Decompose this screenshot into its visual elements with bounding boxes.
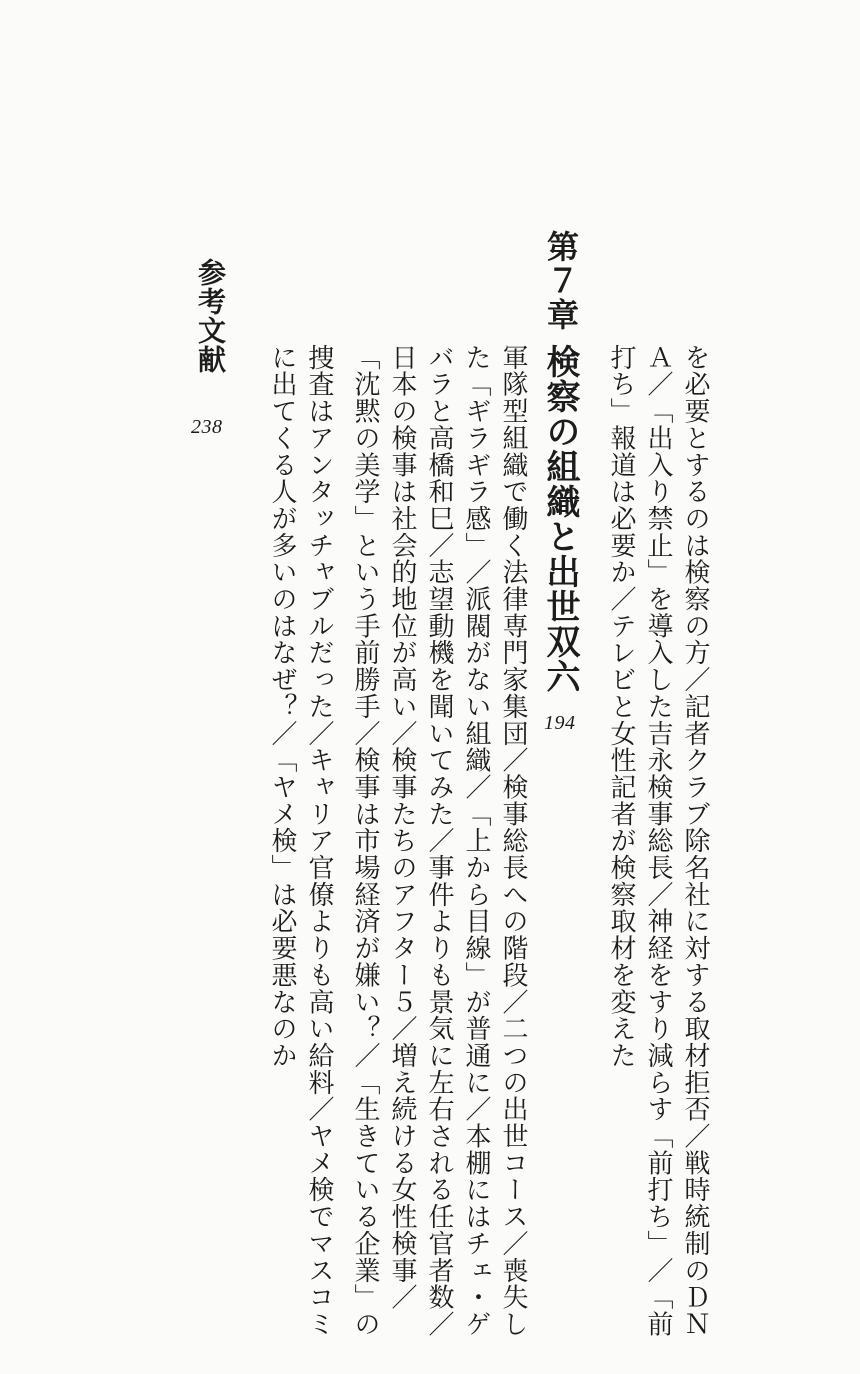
chapter-label: 第７章 bbox=[542, 230, 580, 332]
chapter-line-1: 軍隊型組織で働く法律専門家集団／検事総長への階段／二つの出世コース／喪失し bbox=[498, 344, 528, 1338]
references-page-number[interactable]: 238 bbox=[191, 416, 223, 438]
references-label: 参考文献 bbox=[194, 258, 227, 374]
prev-chapter-line-2: Ａ／「出入り禁止」を導入した吉永検事総長／神経をすり減らす「前打ち」／「前 bbox=[643, 344, 673, 1338]
chapter-title: 検察の組織と出世双六 bbox=[540, 344, 580, 694]
chapter-line-7: に出てくる人が多いのはなぜ？／「ヤメ検」は必要悪なのか bbox=[267, 344, 297, 1069]
chapter-line-4: 日本の検事は社会的地位が高い／検事たちのアフター５／増え続ける女性検事／ bbox=[387, 344, 417, 1311]
chapter-line-5: 「沈黙の美学」という手前勝手／検事は市場経済が嫌い？／「生きている企業」の bbox=[350, 344, 380, 1338]
chapter-line-6: 捜査はアンタッチャブルだった／キャリア官僚よりも高い給料／ヤメ検でマスコミ bbox=[304, 344, 334, 1338]
chapter-line-2: た「ギラギラ感」／派閥がない組織／「上から目線」が普通に／本棚にはチェ・ゲ bbox=[461, 344, 491, 1338]
chapter-line-3: バラと高橋和巳／志望動機を聞いてみた／事件よりも景気に左右される任官者数／ bbox=[424, 344, 454, 1338]
prev-chapter-line-3: 打ち」報道は必要か／テレビと女性記者が検察取材を変えた bbox=[606, 344, 636, 1069]
prev-chapter-line-1: を必要とするのは検察の方／記者クラブ除名社に対する取材拒否／戦時統制のＤＮ bbox=[680, 344, 710, 1338]
chapter-page-number[interactable]: 194 bbox=[544, 712, 576, 734]
